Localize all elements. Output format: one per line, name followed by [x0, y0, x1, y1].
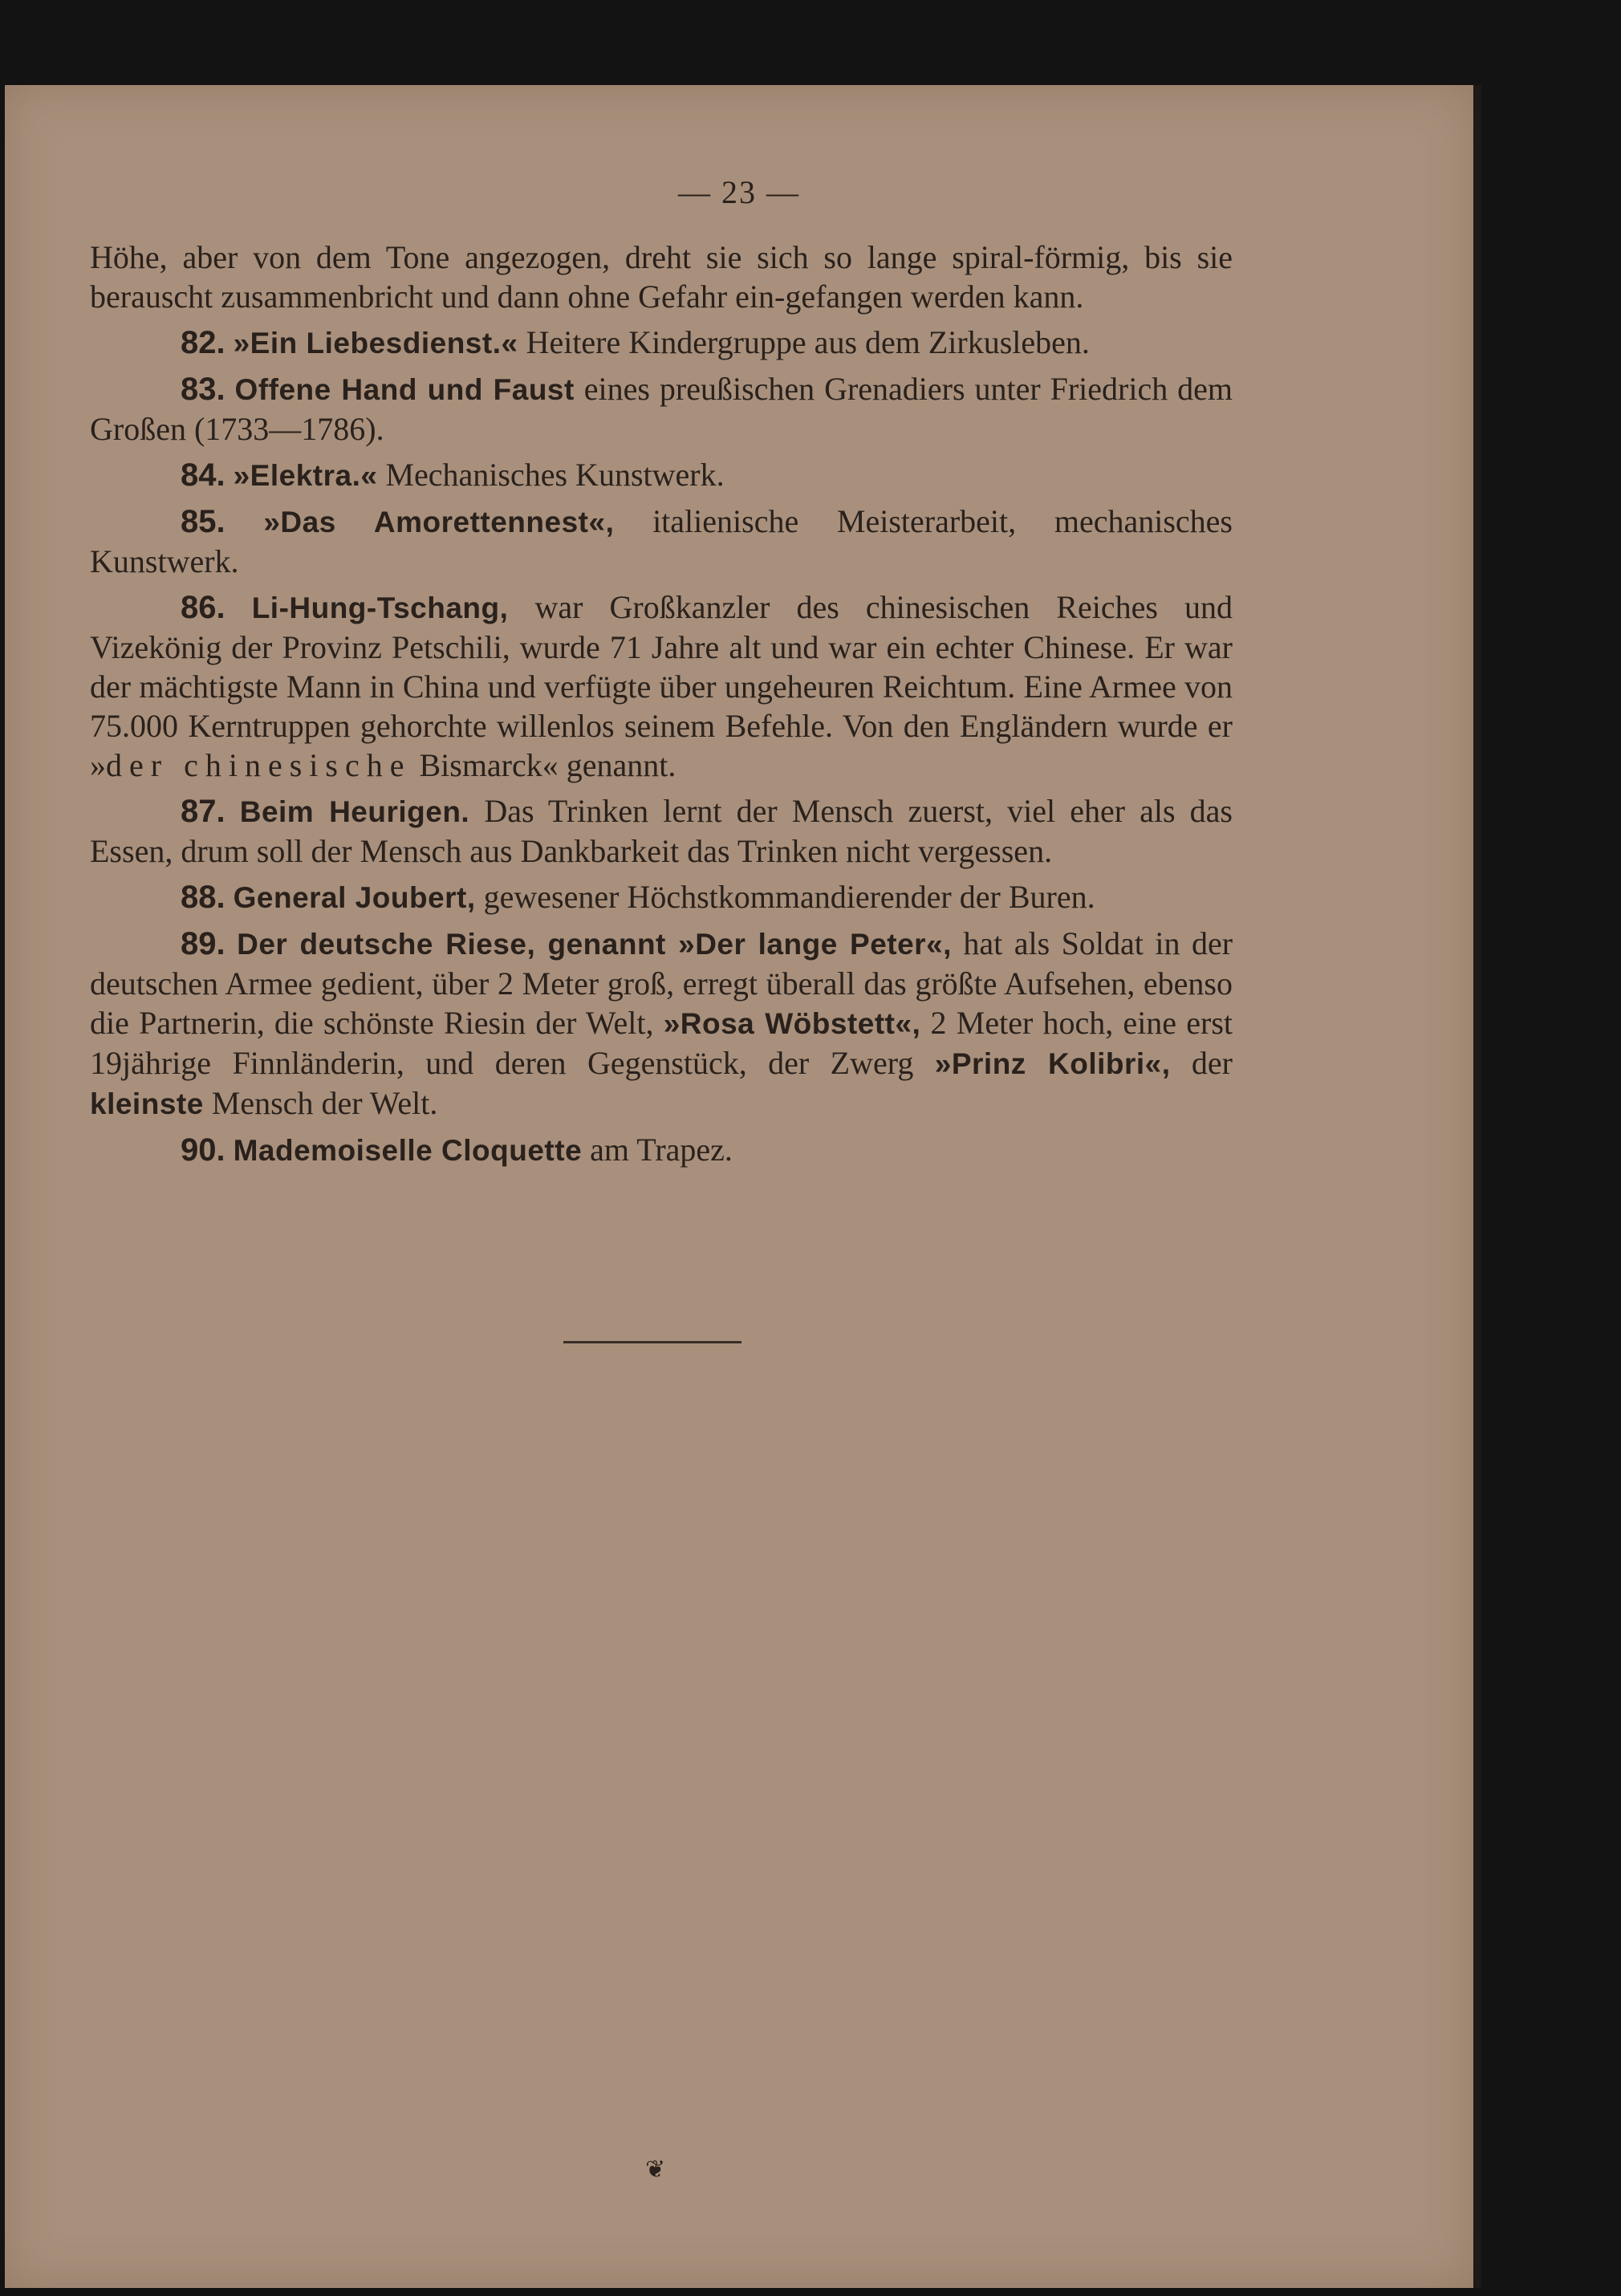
entry-84	[90, 455, 1233, 495]
book-page	[5, 85, 1473, 2288]
entry-title: Mademoiselle Cloquette	[233, 1134, 583, 1167]
entry-text: Heitere Kindergruppe aus dem Zirkusleben.	[518, 324, 1090, 360]
entry-86	[90, 587, 1233, 785]
entry-bold-name: »Rosa Wöbstett«,	[663, 1007, 921, 1040]
entry-88	[90, 877, 1233, 917]
entry-number: 88.	[181, 880, 225, 915]
entry-text: eines preußischen Grenadiers unter Friedrich dem Großen (1733—1786).	[90, 371, 1233, 447]
entry-title: »Elektra.«	[233, 459, 378, 492]
entry-number: 90.	[181, 1132, 225, 1168]
entry-text: Das Trinken lernt der Mensch zuerst, viel eher als das Essen, drum soll der Mensch aus Dankbarkeit das Trinken nicht vergessen.	[90, 793, 1233, 869]
entry-89	[90, 924, 1233, 1124]
spaced-text: der chinesische	[106, 747, 412, 783]
entry-text: hat als Soldat in der deutschen Armee gedient, über 2 Meter groß, erregt überall das größte Aufsehen, ebenso die Partnerin, die schönste Riesin der Welt,	[90, 925, 1233, 1041]
entry-number: 89.	[181, 926, 225, 961]
entry-90	[90, 1130, 1233, 1170]
entry-number: 86.	[181, 590, 225, 625]
entry-85	[90, 502, 1233, 581]
entry-text-4: Mensch der Welt.	[203, 1085, 438, 1121]
entry-number: 87.	[181, 794, 225, 829]
entry-title: General Joubert,	[233, 881, 476, 914]
entry-title: Offene Hand und Faust	[234, 373, 575, 406]
entry-title: »Ein Liebesdienst.«	[233, 327, 518, 360]
entry-title: »Das Amorettennest«,	[263, 506, 615, 538]
entry-number: 85.	[181, 504, 225, 539]
entry-title: Li-Hung-Tschang,	[251, 591, 509, 624]
ornament-icon: ❦	[645, 2156, 666, 2183]
entry-text-end: Bismarck« genannt.	[411, 747, 676, 783]
entry-title: Der deutsche Riese, genannt »Der lange Peter«,	[237, 928, 952, 961]
entry-bold-word: kleinste	[90, 1087, 204, 1120]
entry-number: 83.	[181, 372, 225, 407]
continuation-paragraph: Höhe, aber von dem Tone angezogen, dreht sie sich so lange spiral-förmig, bis sie berauscht zusammenbricht und dann ohne Gefahr ein-gefangen werden kann.	[90, 239, 1233, 315]
entry-text: italienische Meisterarbeit, mechanisches Kunstwerk.	[90, 503, 1233, 579]
section-divider	[563, 1341, 741, 1343]
page-edge	[1473, 85, 1481, 2288]
entry-text: war Großkanzler des chinesischen Reiches und Vizekönig der Provinz Petschili, wurde 71 Jahre alt und war ein echter Chinese. Er war der mächtigste Mann in China und verfügte über ungeheuren Reichtum. Eine Armee von 75.000 Kerntruppen gehorchte willenlos seinem Befehle. Von den Engländern wurde er »	[90, 589, 1233, 783]
entry-number: 82.	[181, 325, 225, 360]
entry-83	[90, 369, 1233, 449]
entry-text: gewesener Höchstkommandierender der Buren.	[475, 879, 1095, 915]
entry-title: Beim Heurigen.	[239, 795, 470, 828]
entry-text-2: 2 Meter hoch, eine erst 19jährige Finnländerin, und deren Gegenstück, der Zwerg	[90, 1005, 1233, 1081]
entry-text: Mechanisches Kunstwerk.	[377, 457, 725, 493]
entry-number: 84.	[181, 457, 225, 493]
entry-text-3: der	[1170, 1045, 1233, 1081]
page-body	[90, 238, 1233, 1176]
entry-text: am Trapez.	[582, 1132, 733, 1168]
entry-82	[90, 323, 1233, 363]
entry-87	[90, 791, 1233, 871]
entry-bold-name-2: »Prinz Kolibri«,	[934, 1047, 1171, 1080]
page-number: — 23 —	[678, 174, 800, 210]
